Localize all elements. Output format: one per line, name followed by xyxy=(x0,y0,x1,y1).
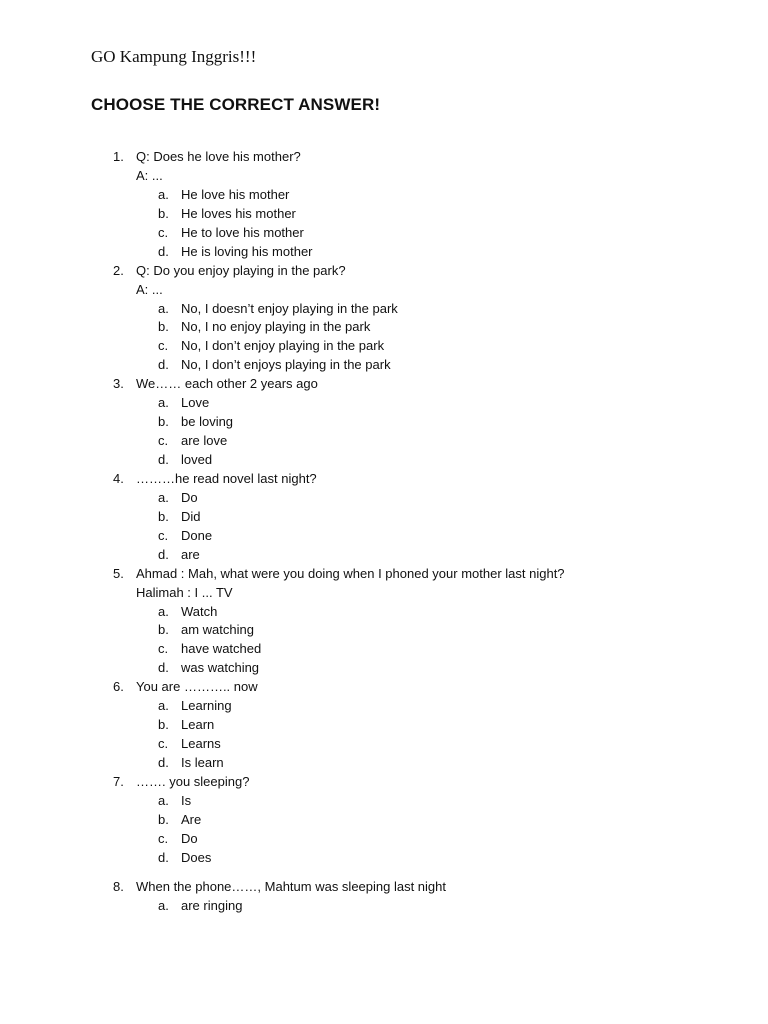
option-letter: b. xyxy=(158,205,169,221)
instructions-heading: CHOOSE THE CORRECT ANSWER! xyxy=(91,95,381,114)
option-letter: a. xyxy=(158,489,169,505)
question-text: Q: Do you enjoy playing in the park? xyxy=(136,262,346,278)
option-text: Love xyxy=(181,395,210,411)
option-text: Do xyxy=(181,489,198,505)
option-text: Do xyxy=(181,830,198,846)
question-text: Halimah : I ... TV xyxy=(136,584,233,600)
option-letter: d. xyxy=(158,660,169,676)
option-text: loved xyxy=(181,452,213,467)
option-text: are love xyxy=(181,433,228,449)
option-letter: c. xyxy=(158,433,169,449)
option-letter: d. xyxy=(158,243,169,259)
option-letter: d. xyxy=(158,357,169,373)
option-letter: c. xyxy=(158,527,169,543)
option-letter: d. xyxy=(158,755,169,770)
question-number: 8. xyxy=(113,878,124,894)
question-text: ……. you sleeping? xyxy=(136,773,250,789)
question-text: ………he read novel last night? xyxy=(136,470,317,486)
option-text: Learn xyxy=(181,717,215,733)
option-letter: b. xyxy=(158,622,169,638)
option-text: No, I doesn’t enjoy playing in the park xyxy=(181,300,398,316)
option-text: No, I don’t enjoy playing in the park xyxy=(181,338,385,354)
option-letter: b. xyxy=(158,414,169,430)
question-number: 6. xyxy=(113,679,124,695)
option-letter: d. xyxy=(158,546,169,562)
option-text: Are xyxy=(181,811,202,827)
question-text: Q: Does he love his mother? xyxy=(136,149,301,164)
question-text: We…… each other 2 years ago xyxy=(136,376,318,392)
option-text: Watch xyxy=(181,603,218,619)
option-letter: a. xyxy=(158,792,169,808)
option-text: are ringing xyxy=(181,897,243,913)
document-title: GO Kampung Inggris!!! xyxy=(91,47,257,66)
option-text: Learns xyxy=(181,736,221,752)
question-text: You are ……….. now xyxy=(136,679,258,695)
question-number: 7. xyxy=(113,773,124,789)
option-letter: a. xyxy=(158,698,169,714)
option-letter: b. xyxy=(158,811,169,827)
option-text: Does xyxy=(181,849,212,865)
question-number: 3. xyxy=(113,376,124,392)
option-text: Is xyxy=(181,792,192,808)
question-text: Ahmad : Mah, what were you doing when I phoned your mother last night? xyxy=(136,565,565,581)
option-text: No, I don’t enjoys playing in the park xyxy=(181,357,391,373)
option-text: He love his mother xyxy=(181,186,290,202)
question-number: 1. xyxy=(113,149,124,164)
option-letter: d. xyxy=(158,849,169,865)
option-text: have watched xyxy=(181,641,262,657)
option-letter: c. xyxy=(158,736,169,752)
option-text: am watching xyxy=(181,622,254,638)
option-text: No, I no enjoy playing in the park xyxy=(181,319,371,335)
option-text: He to love his mother xyxy=(181,224,304,240)
option-letter: a. xyxy=(158,300,169,316)
option-text: be loving xyxy=(181,414,234,430)
question-number: 5. xyxy=(113,565,124,581)
option-text: He loves his mother xyxy=(181,205,296,221)
option-text: Is learn xyxy=(181,755,224,770)
question-text: A: ... xyxy=(136,167,163,183)
option-text: was watching xyxy=(181,660,260,676)
question-text: When the phone……, Mahtum was sleeping last night xyxy=(136,878,447,894)
option-letter: a. xyxy=(158,897,169,913)
option-text: Did xyxy=(181,508,201,524)
option-text: He is loving his mother xyxy=(181,243,313,259)
option-letter: b. xyxy=(158,508,169,524)
option-letter: c. xyxy=(158,224,169,240)
question-text: A: ... xyxy=(136,281,163,297)
option-text: Learning xyxy=(181,698,232,714)
option-letter: a. xyxy=(158,395,169,411)
option-letter: a. xyxy=(158,186,169,202)
option-letter: c. xyxy=(158,830,169,846)
option-letter: a. xyxy=(158,603,169,619)
option-letter: b. xyxy=(158,319,169,335)
option-letter: d. xyxy=(158,452,169,467)
option-letter: c. xyxy=(158,641,169,657)
option-letter: b. xyxy=(158,717,169,733)
question-number: 2. xyxy=(113,262,124,278)
question-number: 4. xyxy=(113,470,124,486)
option-letter: c. xyxy=(158,338,169,354)
option-text: Done xyxy=(181,527,213,543)
option-text: are xyxy=(181,546,200,562)
